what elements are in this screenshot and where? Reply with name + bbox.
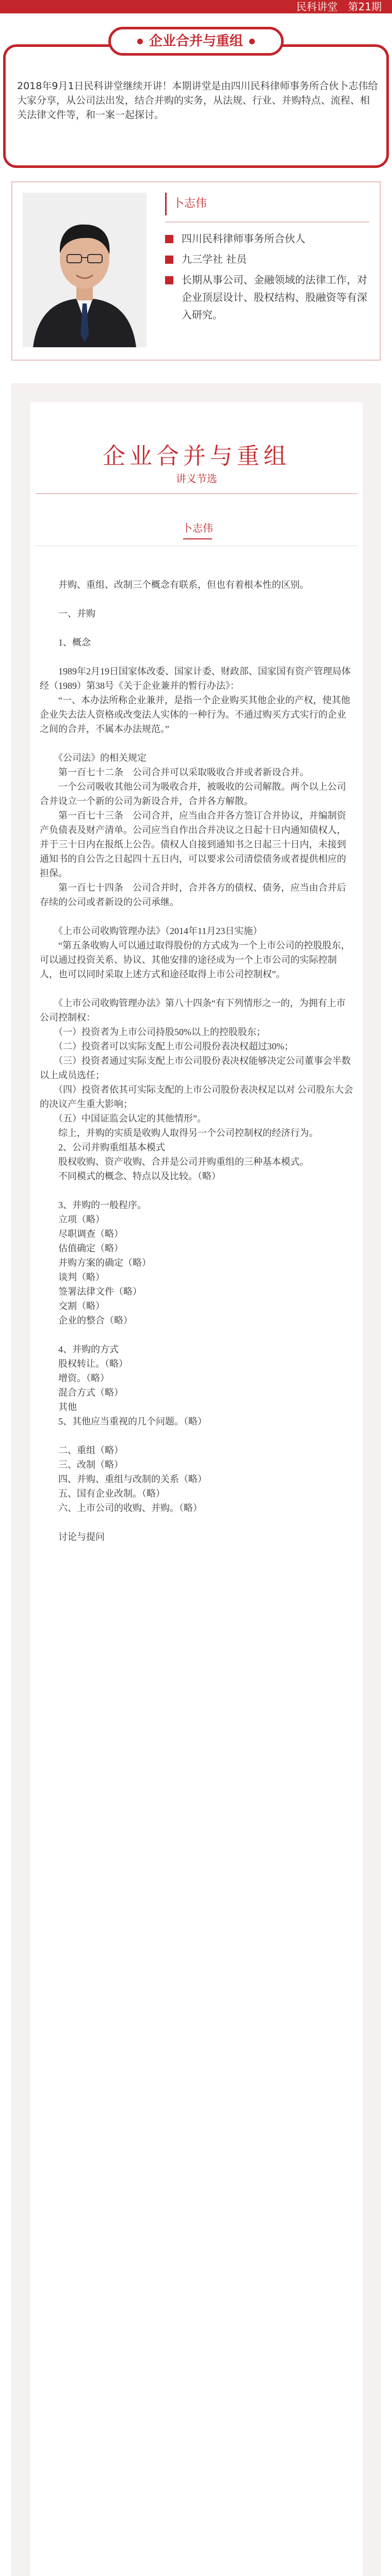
document-page [30, 402, 363, 2576]
divider [165, 222, 369, 223]
document-paragraph: 不同模式的概念、特点以及比较。（略） [40, 1171, 221, 1181]
document-paragraph: 股权转让。（略） [40, 1359, 128, 1369]
document-paragraph: 《公司法》的相关规定 [40, 753, 146, 763]
dot-icon [249, 39, 255, 44]
document-paragraph: 立项（略） [40, 1214, 105, 1225]
paragraph-gap [40, 621, 354, 635]
document-paragraph: 谈判（略） [40, 1272, 105, 1282]
square-bullet-icon [165, 276, 173, 284]
document-body [40, 578, 354, 1544]
document-paragraph: 1、概念 [40, 637, 91, 648]
document-paragraph: 其他 [40, 1402, 77, 1412]
document-paragraph: 第一百七十三条 公司合并，应当由合并各方签订合并协议，并编制资产负债表及财产清单。公司应当自作出合并决议之日起十日内通知债权人，并于三十日内在报纸上公告。债权人自接到通知书之日起三十日内，未接到通知书的自公告之日起四十五日内，可以要求公司清偿债务或者提供相应的担保。 [40, 810, 346, 878]
intro-card [3, 44, 389, 168]
document-paragraph: 五、国有企业改制。（略） [40, 1488, 165, 1499]
document-paragraph: （三）投资者通过实际支配上市公司股份表决权能够决定公司董事会半数以上成员选任； [40, 1056, 351, 1080]
document-paragraph: （一）投资者为上市公司持股50%以上的控股股东； [40, 1027, 266, 1037]
document-paragraph: 四、并购、重组与改制的关系（略） [40, 1474, 207, 1484]
document-paragraph: 第一百七十二条 公司合并可以采取吸收合并或者新设合并。 [40, 767, 309, 777]
author-photo [23, 193, 146, 347]
document-paragraph: 一个公司吸收其他公司为吸收合并，被吸收的公司解散。两个以上公司合并设立一个新的公司为新设合并，合并各方解散。 [40, 782, 346, 806]
intro-text: 2018年9月1日民科讲堂继续开讲！本期讲堂是由四川民科律师事务所合伙卜志伟给大家分享，从公司法出发，结合并购的实务，从法规、行业、并购特点、流程、相关法律文件等，和一案一起探讨。 [17, 80, 378, 121]
paragraph-gap [40, 981, 354, 996]
document-paragraph: （二）投资者可以实际支配上市公司股份表决权超过30%； [40, 1041, 293, 1052]
author-card [11, 181, 381, 361]
document-paragraph: （四）投资者依其可实际支配的上市公司股份表决权足以对 公司股东大会的决议产生重大影响； [40, 1084, 353, 1109]
dot-icon [137, 39, 143, 44]
document-paragraph: 4、并购的方式 [40, 1344, 119, 1354]
document-paragraph: 《上市公司收购管理办法》（2014年11月23日实施） [40, 926, 263, 936]
author-portrait-image [23, 193, 146, 347]
presenter-name: 卜志伟 [182, 522, 213, 534]
document-paragraph: 1989年2月19日国家体改委、国家计委、财政部、国家国有资产管理局体经（1989）第38号《关于企业兼并的暂行办法》： [40, 666, 351, 691]
divider [183, 538, 212, 539]
document-paragraph: 一、并购 [40, 608, 95, 619]
paragraph-gap [40, 1328, 354, 1342]
author-credentials [165, 230, 373, 327]
document-paragraph: 交割（略） [40, 1301, 105, 1311]
document-paragraph: 《上市公司收购管理办法》第八十四条“有下列情形之一的，为拥有上市公司控制权： [40, 998, 346, 1023]
paragraph-gap [40, 592, 354, 606]
paragraph-gap [40, 1515, 354, 1530]
divider [36, 493, 357, 494]
paragraph-gap [40, 1183, 354, 1198]
document-paragraph: 讨论与提问 [40, 1532, 105, 1542]
paragraph-gap [40, 650, 354, 664]
document-paragraph: 2、公司并购重组基本模式 [40, 1142, 165, 1153]
paragraph-gap [40, 1429, 354, 1443]
credential-text: 长期从事公司、金融领域的法律工作，对企业顶层设计、股权结构、股融资等有深入研究。 [182, 274, 367, 321]
series-label: 民科讲堂 第21期 [296, 1, 382, 13]
document-paragraph: “一、本办法所称企业兼并，是指一个企业购买其他企业的产权，使其他企业失去法人资格或改变法人实体的一种行为。不通过购买方式实行的企业之间的合并，不属本办法规范。” [40, 695, 350, 734]
document-paragraph: “第五条收购人可以通过取得股份的方式成为一个上市公司的控股股东，可以通过投资关系、协议、其他安排的途径成为一个上市公司的实际控制人，也可以同时采取上述方式和途径取得上市公司控制权”。 [40, 940, 350, 979]
author-name: 卜志伟 [165, 193, 284, 215]
document-paragraph: 5、其他应当重视的几个问题。（略） [40, 1416, 207, 1427]
credential-item [165, 230, 373, 247]
document-paragraph: 第一百七十四条 公司合并时，合并各方的债权、债务，应当由合并后存续的公司或者新设的公司承继。 [40, 883, 346, 907]
document-paragraph: 六、上市公司的收购、并购。（略） [40, 1503, 202, 1513]
document-paragraph: 股权收购、资产收购、合并是公司并购重组的三种基本模式。 [40, 1157, 309, 1167]
document-paragraph: 估值确定（略） [40, 1243, 123, 1253]
document-paragraph: 二、重组（略） [40, 1445, 123, 1455]
credential-item [165, 271, 373, 324]
document-paragraph: 混合方式（略） [40, 1387, 123, 1398]
square-bullet-icon [165, 235, 173, 243]
document-paragraph: 尽职调查（略） [40, 1229, 123, 1239]
presenter-block [152, 518, 243, 540]
document-paragraph: 并购、重组、改制三个概念有联系，但也有着根本性的区别。 [40, 580, 309, 590]
document-paragraph: 并购方案的确定（略） [40, 1258, 151, 1268]
document-subtitle: 讲义节选 [176, 472, 217, 485]
document-paragraph: 三、改制（略） [40, 1460, 123, 1470]
intro-title-tab [108, 27, 284, 56]
document-paragraph: 综上，并购的实质是收购人取得另一个公司控制权的经济行为。 [40, 1128, 318, 1138]
document-paragraph: 签署法律文件（略） [40, 1286, 142, 1297]
square-bullet-icon [165, 256, 173, 264]
credential-text: 九三学社 社员 [182, 253, 247, 265]
document-paragraph: 企业的整合（略） [40, 1315, 133, 1326]
paragraph-gap [40, 736, 354, 751]
intro-title-text: 企业合并与重组 [149, 33, 243, 49]
document-paragraph: （五）中国证监会认定的其他情形”。 [40, 1113, 206, 1124]
paragraph-gap [40, 909, 354, 924]
document-paragraph: 3、并购的一般程序。 [40, 1200, 146, 1210]
document-title: 企业合并与重组 [103, 443, 290, 469]
intro-title [111, 29, 281, 53]
document-frame [11, 383, 381, 2576]
credential-item [165, 250, 373, 268]
document-paragraph: 增资。（略） [40, 1373, 109, 1383]
header-bar [0, 0, 392, 13]
credential-text: 四川民科律师事务所合伙人 [182, 232, 305, 245]
